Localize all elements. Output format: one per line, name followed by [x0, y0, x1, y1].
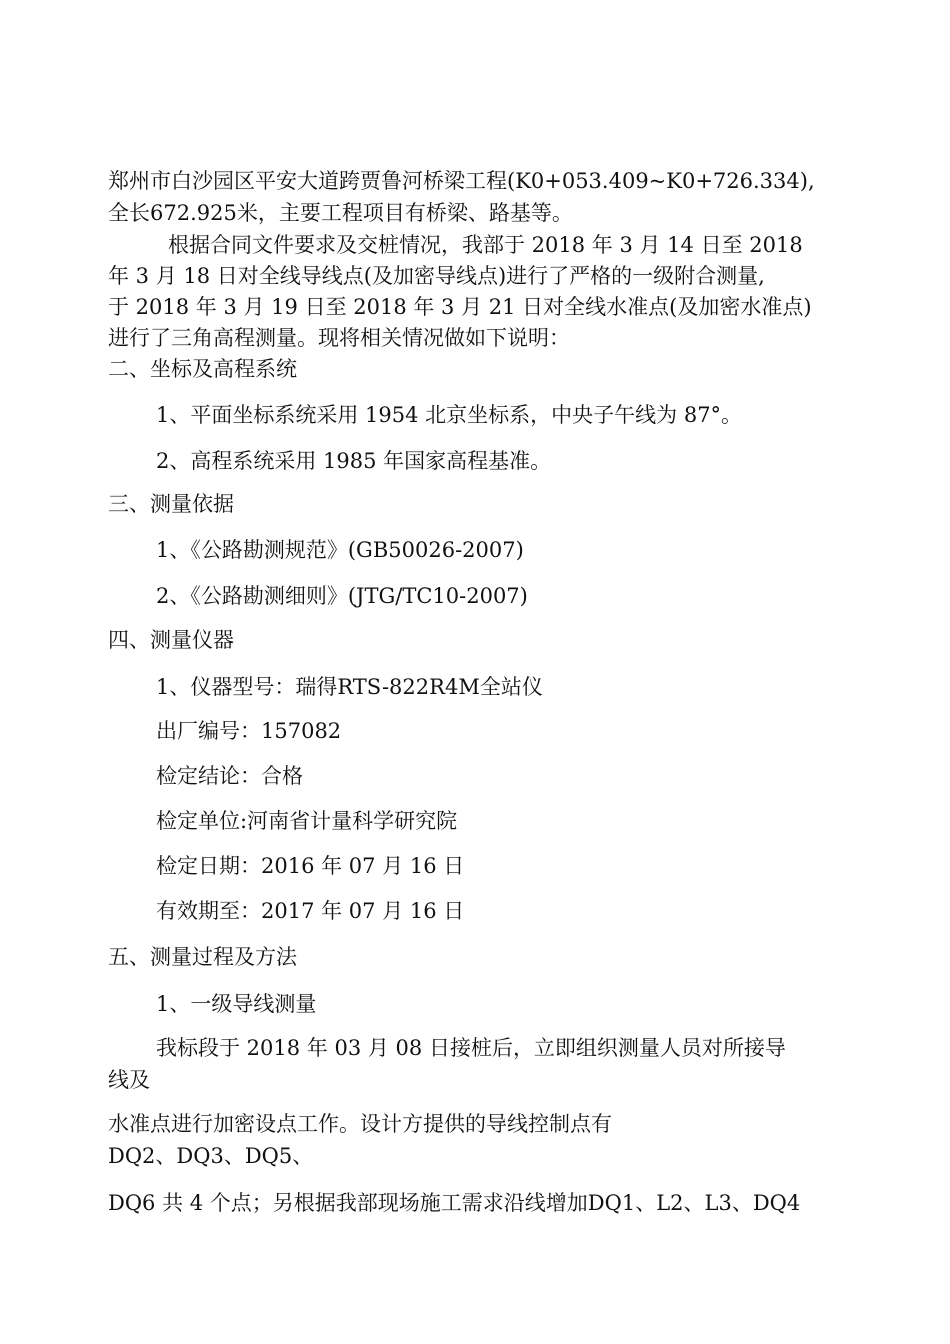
valid-until: 有效期至：2017 年 07 月 16 日	[156, 899, 465, 923]
para2-line-3: 于 2018 年 3 月 19 日至 2018 年 3 月 21 日对全线水准点(及加密水准点)	[108, 295, 812, 319]
section2-item-1: 1、平面坐标系统采用 1954 北京坐标系，中央子午线为 87°。	[156, 403, 743, 427]
section5-line-1: 我标段于 2018 年 03 月 08 日接桩后，立即组织测量人员对所接导	[156, 1036, 786, 1060]
calibration-unit: 检定单位:河南省计量科学研究院	[156, 809, 458, 833]
para2-line-1: 根据合同文件要求及交桩情况，我部于 2018 年 3 月 14 日至 2018	[168, 233, 803, 257]
serial-number: 出厂编号：157082	[156, 719, 342, 743]
section2-heading: 二、坐标及高程系统	[108, 357, 297, 381]
section5-line-2: 线及	[108, 1068, 150, 1092]
section3-heading: 三、测量依据	[108, 492, 234, 516]
section5-line-3: 水准点进行加密设点工作。设计方提供的导线控制点有	[108, 1112, 612, 1136]
intro-line-1: 郑州市白沙园区平安大道跨贾鲁河桥梁工程(K0+053.409~K0+726.334),	[108, 169, 815, 193]
para2-line-4: 进行了三角高程测量。现将相关情况做如下说明：	[108, 326, 570, 350]
instrument-model: 1、仪器型号：瑞得RTS-822R4M全站仪	[156, 675, 543, 699]
section5-line-4: DQ2、DQ3、DQ5、	[108, 1144, 314, 1168]
para2-line-2: 年 3 月 18 日对全线导线点(及加密导线点)进行了严格的一级附合测量,	[108, 264, 765, 288]
section5-line-5: DQ6 共 4 个点；另根据我部现场施工需求沿线增加DQ1、L2、L3、DQ4	[108, 1191, 801, 1215]
section3-item-2: 2、《公路勘测细则》(JTG/TC10-2007)	[156, 584, 528, 608]
section5-subheading: 1、一级导线测量	[156, 992, 317, 1016]
section3-item-1: 1、《公路勘测规范》(GB50026-2007)	[156, 538, 524, 562]
section5-heading: 五、测量过程及方法	[108, 945, 297, 969]
intro-line-2: 全长672.925米，主要工程项目有桥梁、路基等。	[108, 201, 573, 225]
section2-item-2: 2、高程系统采用 1985 年国家高程基准。	[156, 449, 552, 473]
calibration-result: 检定结论：合格	[156, 764, 303, 788]
section4-heading: 四、测量仪器	[108, 628, 234, 652]
calibration-date: 检定日期：2016 年 07 月 16 日	[156, 854, 465, 878]
